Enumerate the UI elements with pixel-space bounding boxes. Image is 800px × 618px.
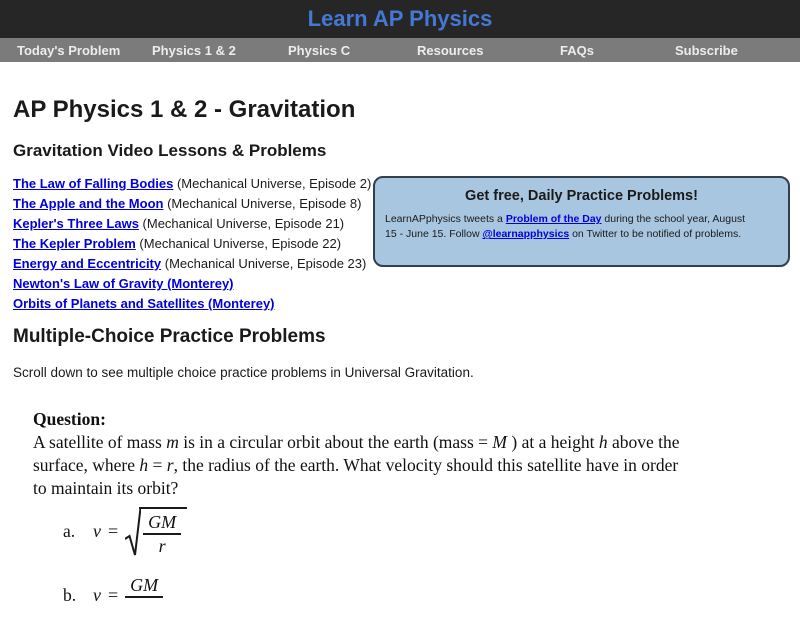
fraction-numerator: GM <box>148 511 177 532</box>
question-text-line: surface, where h = r, the radius of the earth. What velocity should this satellite have in order <box>33 454 679 475</box>
option-b-formula <box>93 574 163 618</box>
practice-section-description: Scroll down to see multiple choice practice problems in Universal Gravitation. <box>13 364 474 380</box>
lesson-link[interactable]: Energy and Eccentricity <box>13 256 162 272</box>
problem-of-the-day-link[interactable]: Problem of the Day <box>505 213 602 225</box>
nav-item-physics-c[interactable]: Physics C <box>288 42 351 58</box>
twitter-handle-link[interactable]: @learnapphysics <box>482 228 570 240</box>
promo-title: Get free, Daily Practice Problems! <box>465 188 698 204</box>
answer-option-a <box>63 507 800 557</box>
promo-body <box>385 212 780 242</box>
lesson-suffix: (Mechanical Universe, Episode 2) <box>173 176 372 192</box>
nav-item-subscribe[interactable]: Subscribe <box>675 42 738 58</box>
lesson-suffix: (Mechanical Universe, Episode 23) <box>161 256 367 272</box>
equals-sign: = <box>108 521 119 542</box>
lesson-link[interactable]: The Apple and the Moon <box>13 196 164 212</box>
site-header <box>0 0 800 38</box>
lesson-link[interactable]: The Kepler Problem <box>13 236 136 252</box>
lesson-suffix: (Mechanical Universe, Episode 8) <box>163 196 362 212</box>
main-nav <box>0 38 800 62</box>
lesson-row <box>13 274 800 294</box>
option-a-label: a. <box>63 521 76 542</box>
main-content <box>0 96 800 618</box>
nav-item-todays-problem[interactable]: Today's Problem <box>17 42 121 58</box>
nav-item-physics-1-2[interactable]: Physics 1 & 2 <box>152 42 236 58</box>
promo-line-1 <box>385 212 780 227</box>
velocity-variable: v <box>93 521 101 542</box>
practice-section-heading: Multiple-Choice Practice Problems <box>13 326 326 348</box>
fraction-numerator: GM <box>130 574 159 595</box>
fraction <box>143 511 181 557</box>
promo-text: LearnAPphysics tweets a <box>385 213 506 225</box>
lesson-link[interactable]: Kepler's Three Laws <box>13 216 139 232</box>
promo-box <box>373 176 790 267</box>
page-title: AP Physics 1 & 2 - Gravitation <box>13 96 356 123</box>
question-block <box>33 408 800 618</box>
fraction-denominator: r <box>143 533 181 557</box>
option-a-formula <box>93 507 187 557</box>
promo-text: on Twitter to be notified of problems. <box>569 228 742 240</box>
lesson-link[interactable]: The Law of Falling Bodies <box>13 176 174 192</box>
fraction <box>125 574 163 618</box>
promo-text: 15 - June 15. Follow <box>385 228 483 240</box>
nav-item-faqs[interactable]: FAQs <box>560 42 594 58</box>
option-b-label: b. <box>63 585 77 606</box>
radicand <box>139 507 187 557</box>
lesson-row <box>13 294 800 314</box>
site-title-link[interactable]: Learn AP Physics <box>307 6 493 31</box>
question-text-line: to maintain its orbit? <box>33 477 179 498</box>
velocity-variable: v <box>93 585 101 606</box>
promo-line-2 <box>385 227 780 242</box>
equals-sign: = <box>108 585 119 606</box>
lesson-suffix: (Mechanical Universe, Episode 21) <box>138 216 345 232</box>
square-root <box>125 507 187 557</box>
question-text-line: A satellite of mass m is in a circular orbit about the earth (mass = M ) at a height h above the <box>33 431 680 452</box>
question-label: Question: <box>33 408 106 429</box>
promo-text: during the school year, August <box>601 213 746 225</box>
answer-option-b <box>63 574 800 618</box>
fraction-denominator <box>125 596 163 618</box>
lesson-link[interactable]: Orbits of Planets and Satellites (Monterey) <box>13 296 275 312</box>
video-section-heading: Gravitation Video Lessons & Problems <box>13 140 327 160</box>
nav-item-resources[interactable]: Resources <box>417 42 484 58</box>
lesson-link[interactable]: Newton's Law of Gravity (Monterey) <box>13 276 234 292</box>
lesson-suffix: (Mechanical Universe, Episode 22) <box>135 236 342 252</box>
